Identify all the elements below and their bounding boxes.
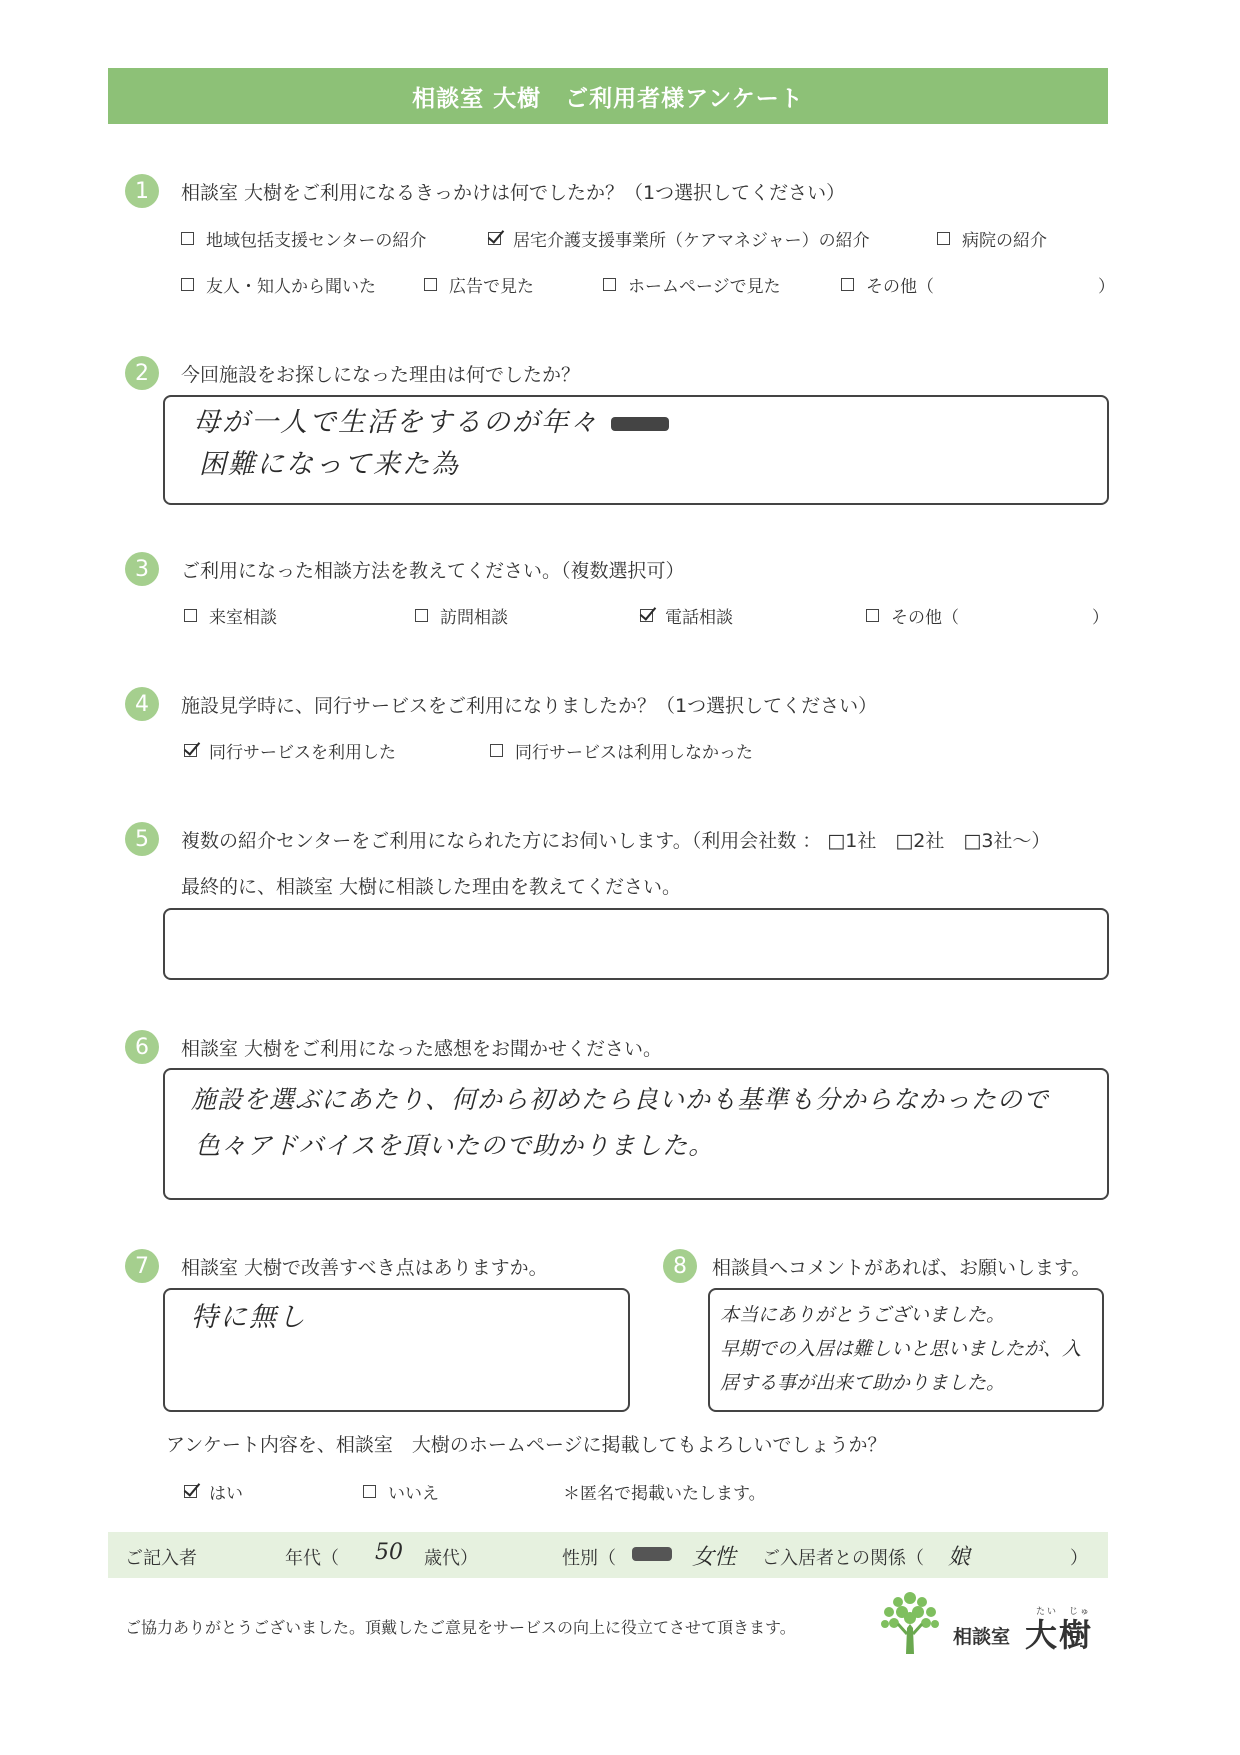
checkbox[interactable] [363,1485,376,1498]
q3-option-other[interactable]: その他（ [866,603,959,628]
q1-option-chiiki[interactable]: 地域包括支援センターの紹介 [181,226,426,251]
question-5-text: 複数の紹介センターをご利用になられた方にお伺いします。（利用会社数 ： □1社 □2社 □3社～） [181,830,1051,852]
question-number-8: 8 [663,1249,697,1283]
question-3-text: ご利用になった相談方法を教えてください。（複数選択可） [181,560,685,582]
q6-answer-box[interactable] [163,1068,1109,1200]
consent-no[interactable]: いいえ [363,1479,439,1504]
question-6-text: 相談室 大樹をご利用になった感想をお聞かせください。 [181,1038,663,1060]
question-5-subtext: 最終的に、相談室 大樹に相談した理由を教えてください。 [181,876,682,898]
q3-option-home-visit[interactable]: 訪問相談 [415,603,508,628]
question-number-6: 6 [125,1030,159,1064]
checkbox[interactable] [181,232,194,245]
question-7-text: 相談室 大樹で改善すべき点はありますか。 [181,1257,548,1279]
relation-close: ） [1070,1548,1088,1569]
age-suffix: 歳代） [424,1548,478,1569]
q3-other-close: ） [1092,608,1109,628]
q8-answer-box[interactable] [708,1288,1104,1412]
checkbox[interactable] [184,609,197,622]
relation-value[interactable]: 娘 [948,1545,971,1570]
q5-answer-box[interactable] [163,908,1109,980]
question-number-4: 4 [125,687,159,721]
question-2-text: 今回施設をお探しになった理由は何でしたか？ [181,364,581,386]
q2-answer-line-2: 困難になって来た為 [199,449,460,480]
checkbox[interactable] [181,278,194,291]
strikethrough-mark [632,1547,672,1561]
checkbox-checked[interactable] [184,744,197,757]
logo-text-small: 相談室 [953,1626,1011,1648]
question-number-1: 1 [125,174,159,208]
question-number-3: 3 [125,552,159,586]
age-label: 年代（ [285,1548,339,1569]
gender-value[interactable]: 女性 [692,1545,737,1570]
q4-option-used[interactable]: 同行サービスを利用した [184,738,396,763]
q2-answer-box[interactable] [163,395,1109,505]
question-number-2: 2 [125,356,159,390]
q1-other-close: ） [1098,277,1115,297]
survey-title: 相談室 大樹 ご利用者様アンケート [108,68,1108,124]
logo-ruby: たい じゅ [1036,1607,1092,1617]
gender-label: 性別（ [562,1548,616,1569]
consent-yes[interactable]: はい [184,1479,243,1504]
checkbox[interactable] [603,278,616,291]
q4-option-not-used[interactable]: 同行サービスは利用しなかった [490,738,753,763]
q1-option-other[interactable]: その他（ [841,272,934,297]
writer-label: ご記入者 [125,1548,197,1569]
q8-answer: 本当にありがとうございました。 早期での入居は難しいと思いましたが、入居する事が出来て助かりました。 [720,1304,1082,1394]
checkbox[interactable] [866,609,879,622]
q1-option-friend[interactable]: 友人・知人から聞いた [181,272,376,297]
consent-question: アンケート内容を、相談室 大樹のホームページに掲載してもよろしいでしょうか？ [166,1434,887,1456]
q6-answer-line-1: 施設を選ぶにあたり、何から初めたら良いかも基準も分からなかったので [191,1085,1050,1114]
q2-answer-line-1: 母が一人で生活をするのが年々 [193,401,669,445]
checkbox-checked[interactable] [488,232,501,245]
checkbox-checked[interactable] [640,609,653,622]
tree-logo-icon [876,1588,944,1656]
age-value[interactable]: 50 [375,1540,403,1565]
q1-option-ad[interactable]: 広告で見た [424,272,534,297]
checkbox-checked[interactable] [184,1485,197,1498]
question-4-text: 施設見学時に、同行サービスをご利用になりましたか？（1つ選択してください） [181,695,878,717]
question-8-text: 相談員へコメントがあれば、お願いします。 [712,1257,1091,1279]
checkbox[interactable] [415,609,428,622]
q7-answer: 特に無し [191,1302,307,1333]
q7-answer-box[interactable] [163,1288,630,1412]
question-1-text: 相談室 大樹をご利用になるきっかけは何でしたか？（1つ選択してください） [181,182,846,204]
checkbox[interactable] [424,278,437,291]
checkbox[interactable] [937,232,950,245]
logo-text-big: 大樹 [1025,1616,1094,1654]
thanks-message: ご協力ありがとうございました。頂戴したご意見をサービスの向上に役立てさせて頂きます。 [125,1618,796,1637]
consent-note: ＊匿名で掲載いたします。 [563,1484,766,1504]
strikethrough-mark [611,417,669,431]
question-number-7: 7 [125,1249,159,1283]
relation-label: ご入居者との関係（ [762,1548,924,1569]
q3-option-phone[interactable]: 電話相談 [640,603,733,628]
q3-option-visit-office[interactable]: 来室相談 [184,603,277,628]
q1-option-homepage[interactable]: ホームページで見た [603,272,781,297]
q1-option-hospital[interactable]: 病院の紹介 [937,226,1047,251]
checkbox[interactable] [841,278,854,291]
question-number-5: 5 [125,822,159,856]
checkbox[interactable] [490,744,503,757]
q6-answer-line-2: 色々アドバイスを頂いたので助かりました。 [195,1131,715,1160]
q1-option-kyotaku[interactable]: 居宅介護支援事業所（ケアマネジャー）の紹介 [488,226,870,251]
